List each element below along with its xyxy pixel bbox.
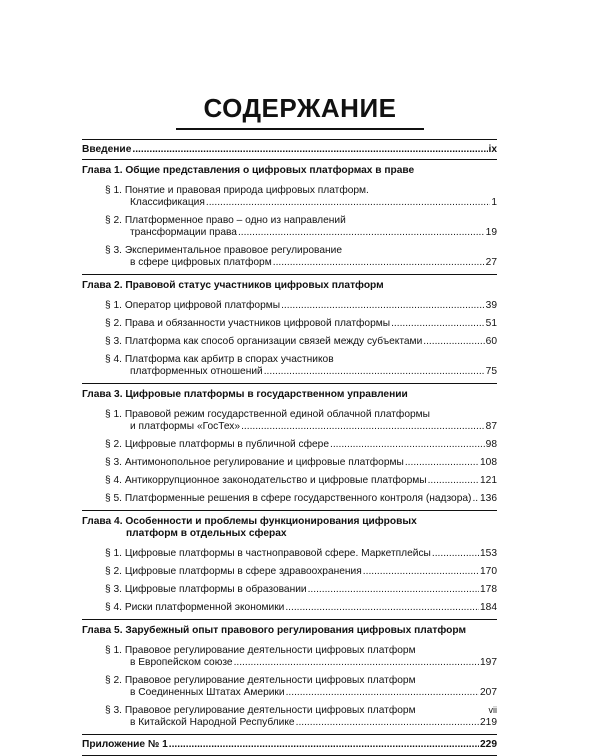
dot-leader [472,493,479,505]
section-page: 170 [480,566,497,577]
chapter-heading[interactable]: Глава 5. Зарубежный опыт правового регулирования цифровых платформ [82,625,467,636]
table-of-contents [82,141,497,756]
toc-section[interactable] [82,245,497,269]
section-title: § 2. Права и обязанности участников цифровой платформы [105,318,391,329]
title-underline [176,128,424,130]
section-page: 153 [480,548,497,559]
chapter-heading[interactable] [82,511,497,545]
page-title: СОДЕРЖАНИЕ [203,93,397,123]
toc-section[interactable] [82,548,497,560]
toc-section[interactable] [82,409,497,433]
dot-leader [281,300,485,312]
section-title: § 2. Платформенное право – одно из направлений [105,215,346,226]
section-title-end: в Китайской Народной Республике ..... 219 [105,717,497,729]
section-page: 207 [480,687,497,698]
section-title: § 2. Правовое регулирование деятельности цифровых платформ [105,675,416,686]
dot-leader [273,257,485,269]
toc-section[interactable] [82,354,497,378]
toc-section[interactable] [82,645,497,669]
section-title: § 3. Платформа как способ организации связей между субъектами [105,336,423,347]
section-title: § 2. Цифровые платформы в публичной сфере [105,439,330,450]
toc-section[interactable] [82,705,497,729]
toc-entry-label: Введение [82,144,132,155]
section-page: 184 [480,602,497,613]
toc-section[interactable] [82,457,497,469]
section-title: § 3. Антимонопольное регулирование и цифровые платформы [105,457,404,468]
section-page: 136 [480,493,497,504]
dot-leader [264,366,485,378]
page-number: vii [488,705,497,715]
toc-entry-intro[interactable] [82,141,497,159]
chapter-heading-line: платформ в отдельных сферах [126,528,287,539]
section-page: 98 [485,439,497,450]
section-page: 178 [480,584,497,595]
section-list [82,642,497,734]
section-page: 39 [485,300,497,311]
chapter-heading[interactable]: Глава 2. Правовой статус участников цифровых платформ [82,280,384,291]
section-title-end: платформенных отношений ..... 75 [105,366,497,378]
section-title: § 3. Правовое регулирование деятельности цифровых платформ [105,705,416,716]
dot-leader [423,336,484,348]
toc-section[interactable] [82,336,497,348]
section-page: 1 [491,197,497,208]
toc-entry-page: 229 [480,739,497,750]
dot-leader [285,602,479,614]
dot-leader [206,197,490,209]
section-title: § 3. Цифровые платформы в образовании [105,584,307,595]
section-list [82,182,497,274]
toc-section[interactable] [82,318,497,330]
dot-leader [238,227,485,239]
toc-section[interactable] [82,584,497,596]
toc-section[interactable] [82,300,497,312]
section-title: § 3. Экспериментальное правовое регулирование [105,245,343,256]
dot-leader [405,457,479,469]
toc-section[interactable] [82,185,497,209]
chapter-block [82,383,497,510]
toc-entry-label: Приложение № 1 [82,739,168,750]
section-page: 27 [485,257,497,268]
section-list [82,297,497,383]
section-title-end: в сфере цифровых платформ ..... 27 [105,257,497,269]
toc-section[interactable] [82,602,497,614]
section-page: 121 [480,475,497,486]
section-title: § 4. Риски платформенной экономики [105,602,285,613]
section-title-end: Классификация ..... 1 [105,197,497,209]
dot-leader [296,717,479,729]
dot-leader [286,687,479,699]
dot-leader [234,657,479,669]
section-title-end: в Соединенных Штатах Америки ..... 207 [105,687,497,699]
section-title: § 1. Цифровые платформы в частноправовой сфере. Маркетплейсы [105,548,431,559]
section-title: § 1. Правовой режим государственной единой облачной платформы [105,409,430,420]
toc-section[interactable] [82,475,497,487]
chapter-block [82,159,497,274]
section-page: 219 [480,717,497,728]
toc-entry-page: ix [488,144,497,155]
section-page: 197 [480,657,497,668]
chapter-heading[interactable]: Глава 1. Общие представления о цифровых платформах в праве [82,165,415,176]
section-title: § 2. Цифровые платформы в сфере здравоохранения [105,566,362,577]
toc-section[interactable] [82,439,497,451]
chapter-block [82,510,497,619]
section-title: § 5. Платформенные решения в сфере государственного контроля (надзора) [105,493,472,504]
toc-entry-appendix[interactable] [82,734,497,756]
dot-leader [169,739,479,751]
chapter-block [82,274,497,383]
section-list [82,545,497,619]
dot-leader [391,318,485,330]
dot-leader [428,475,479,487]
section-title-end: и платформы «ГосТех» ..... 87 [105,421,497,433]
section-title-end: в Европейском союзе ..... 197 [105,657,497,669]
section-title-end: трансформации права ..... 19 [105,227,497,239]
section-title: § 4. Антикоррупционное законодательство и цифровые платформы [105,475,427,486]
dot-leader [241,421,485,433]
toc-section[interactable] [82,675,497,699]
section-page: 75 [485,366,497,377]
section-title: § 4. Платформа как арбитр в спорах участников [105,354,334,365]
chapter-heading-line: Глава 4. Особенности и проблемы функционирования цифровых [82,516,417,527]
section-title: § 1. Оператор цифровой платформы [105,300,281,311]
section-title: § 1. Правовое регулирование деятельности цифровых платформ [105,645,416,656]
dot-leader [363,566,479,578]
dot-leader [432,548,479,560]
dot-leader [132,144,487,156]
toc-section[interactable] [82,215,497,239]
dot-leader [330,439,485,451]
dot-leader [308,584,479,596]
toc-section[interactable] [82,566,497,578]
section-page: 60 [485,336,497,347]
toc-section[interactable] [82,493,497,505]
section-title: § 1. Понятие и правовая природа цифровых платформ. [105,185,369,196]
chapter-block [82,619,497,734]
section-list [82,406,497,510]
section-page: 108 [480,457,497,468]
section-page: 19 [485,227,497,238]
section-page: 87 [485,421,497,432]
chapter-heading[interactable]: Глава 3. Цифровые платформы в государственном управлении [82,389,408,400]
section-page: 51 [485,318,497,329]
top-rule [82,139,497,140]
